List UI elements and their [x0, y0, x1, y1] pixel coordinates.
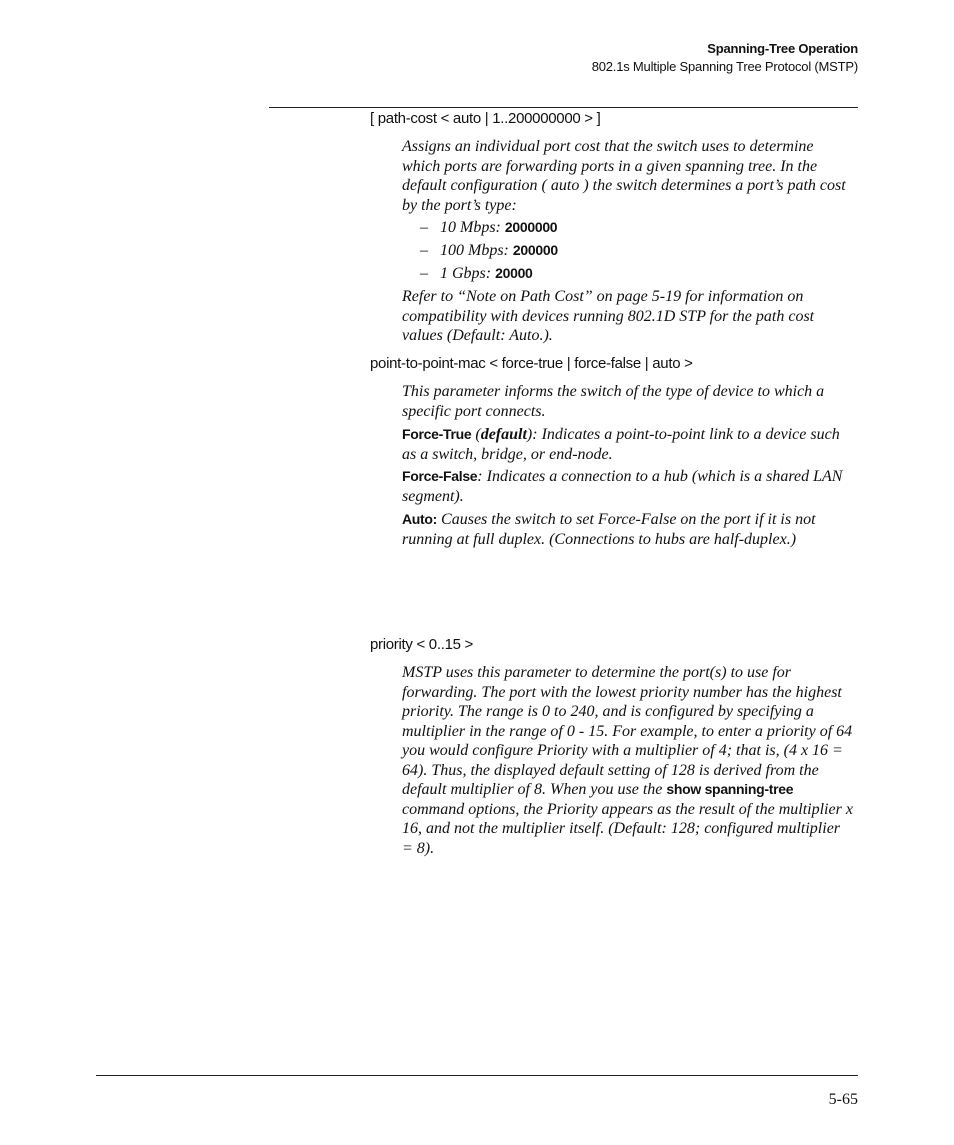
list-item-value: 2000000: [504, 219, 558, 235]
list-item: [420, 218, 557, 237]
running-header-title: Spanning-Tree Operation: [707, 41, 858, 56]
force-true-paren: (: [471, 426, 481, 443]
path-cost-command: [ path-cost < auto | 1..200000000 > ]: [370, 110, 601, 127]
p2p-command: point-to-point-mac < force-true | force-false | auto >: [370, 355, 693, 372]
priority-text-1: MSTP uses this parameter to determine the port(s) to use for forwarding. The port with the lowest priority number has the highest priority. The range is 0 to 240, and is configured by specifying a multiplier in the range of 0 - 15. For example, to enter a priority of 64 you would configure Priority with a multiplier of 4; that is, (4 x 16 = 64). Thus, the displayed default setting of 128 is derived from the default multiplier of 8. When you use the: [402, 664, 853, 798]
force-false-paragraph: [402, 467, 854, 506]
auto-text: Causes the switch to set Force-False on the port if it is not running at full duplex. (Connections to hubs are half-duplex.): [402, 511, 816, 548]
auto-term: Auto:: [402, 511, 438, 527]
force-true-default: default: [480, 426, 527, 443]
show-spanning-tree-command: show spanning-tree: [666, 781, 794, 797]
force-true-paragraph: [402, 425, 854, 464]
footer-rule: [96, 1075, 858, 1076]
force-false-term: Force-False: [402, 468, 478, 484]
list-item-label: 10 Mbps:: [440, 219, 501, 236]
list-dash: –: [420, 242, 428, 259]
list-item: [420, 241, 558, 260]
force-true-term: Force-True: [402, 426, 472, 442]
list-item-value: 20000: [495, 265, 533, 281]
path-cost-note: Refer to “Note on Path Cost” on page 5-19 for information on compatibility with devices running 802.1D STP for the path cost values (Default: Auto.).: [402, 288, 815, 344]
running-header-subtitle: 802.1s Multiple Spanning Tree Protocol (MSTP): [591, 59, 858, 74]
force-false-text: : Indicates a connection to a hub (which is a shared LAN segment).: [402, 468, 843, 505]
list-item-value: 200000: [512, 242, 558, 258]
force-true-text: ): Indicates a point-to-point link to a device such as a switch, bridge, or end-node.: [402, 426, 840, 463]
list-dash: –: [420, 265, 428, 282]
priority-text-2: command options, the Priority appears as the result of the multiplier x 16, and not the multiplier itself. (Default: 128; configured multiplier = 8).: [402, 800, 853, 857]
list-item: [420, 264, 533, 283]
header-rule: [269, 107, 858, 108]
list-item-label: 100 Mbps:: [440, 242, 509, 259]
list-item-label: 1 Gbps:: [440, 265, 492, 282]
auto-paragraph: [402, 510, 854, 549]
list-dash: –: [420, 219, 428, 236]
p2p-description: This parameter informs the switch of the type of device to which a specific port connects.: [402, 383, 825, 420]
priority-command: priority < 0..15 >: [370, 636, 473, 653]
page-number: 5-65: [828, 1091, 858, 1108]
path-cost-description: Assigns an individual port cost that the switch uses to determine which ports are forwarding ports in a given spanning tree. In the default configuration ( auto ) the switch determines a port’s path cost by the port’s type:: [402, 138, 846, 214]
priority-description: [402, 663, 854, 858]
